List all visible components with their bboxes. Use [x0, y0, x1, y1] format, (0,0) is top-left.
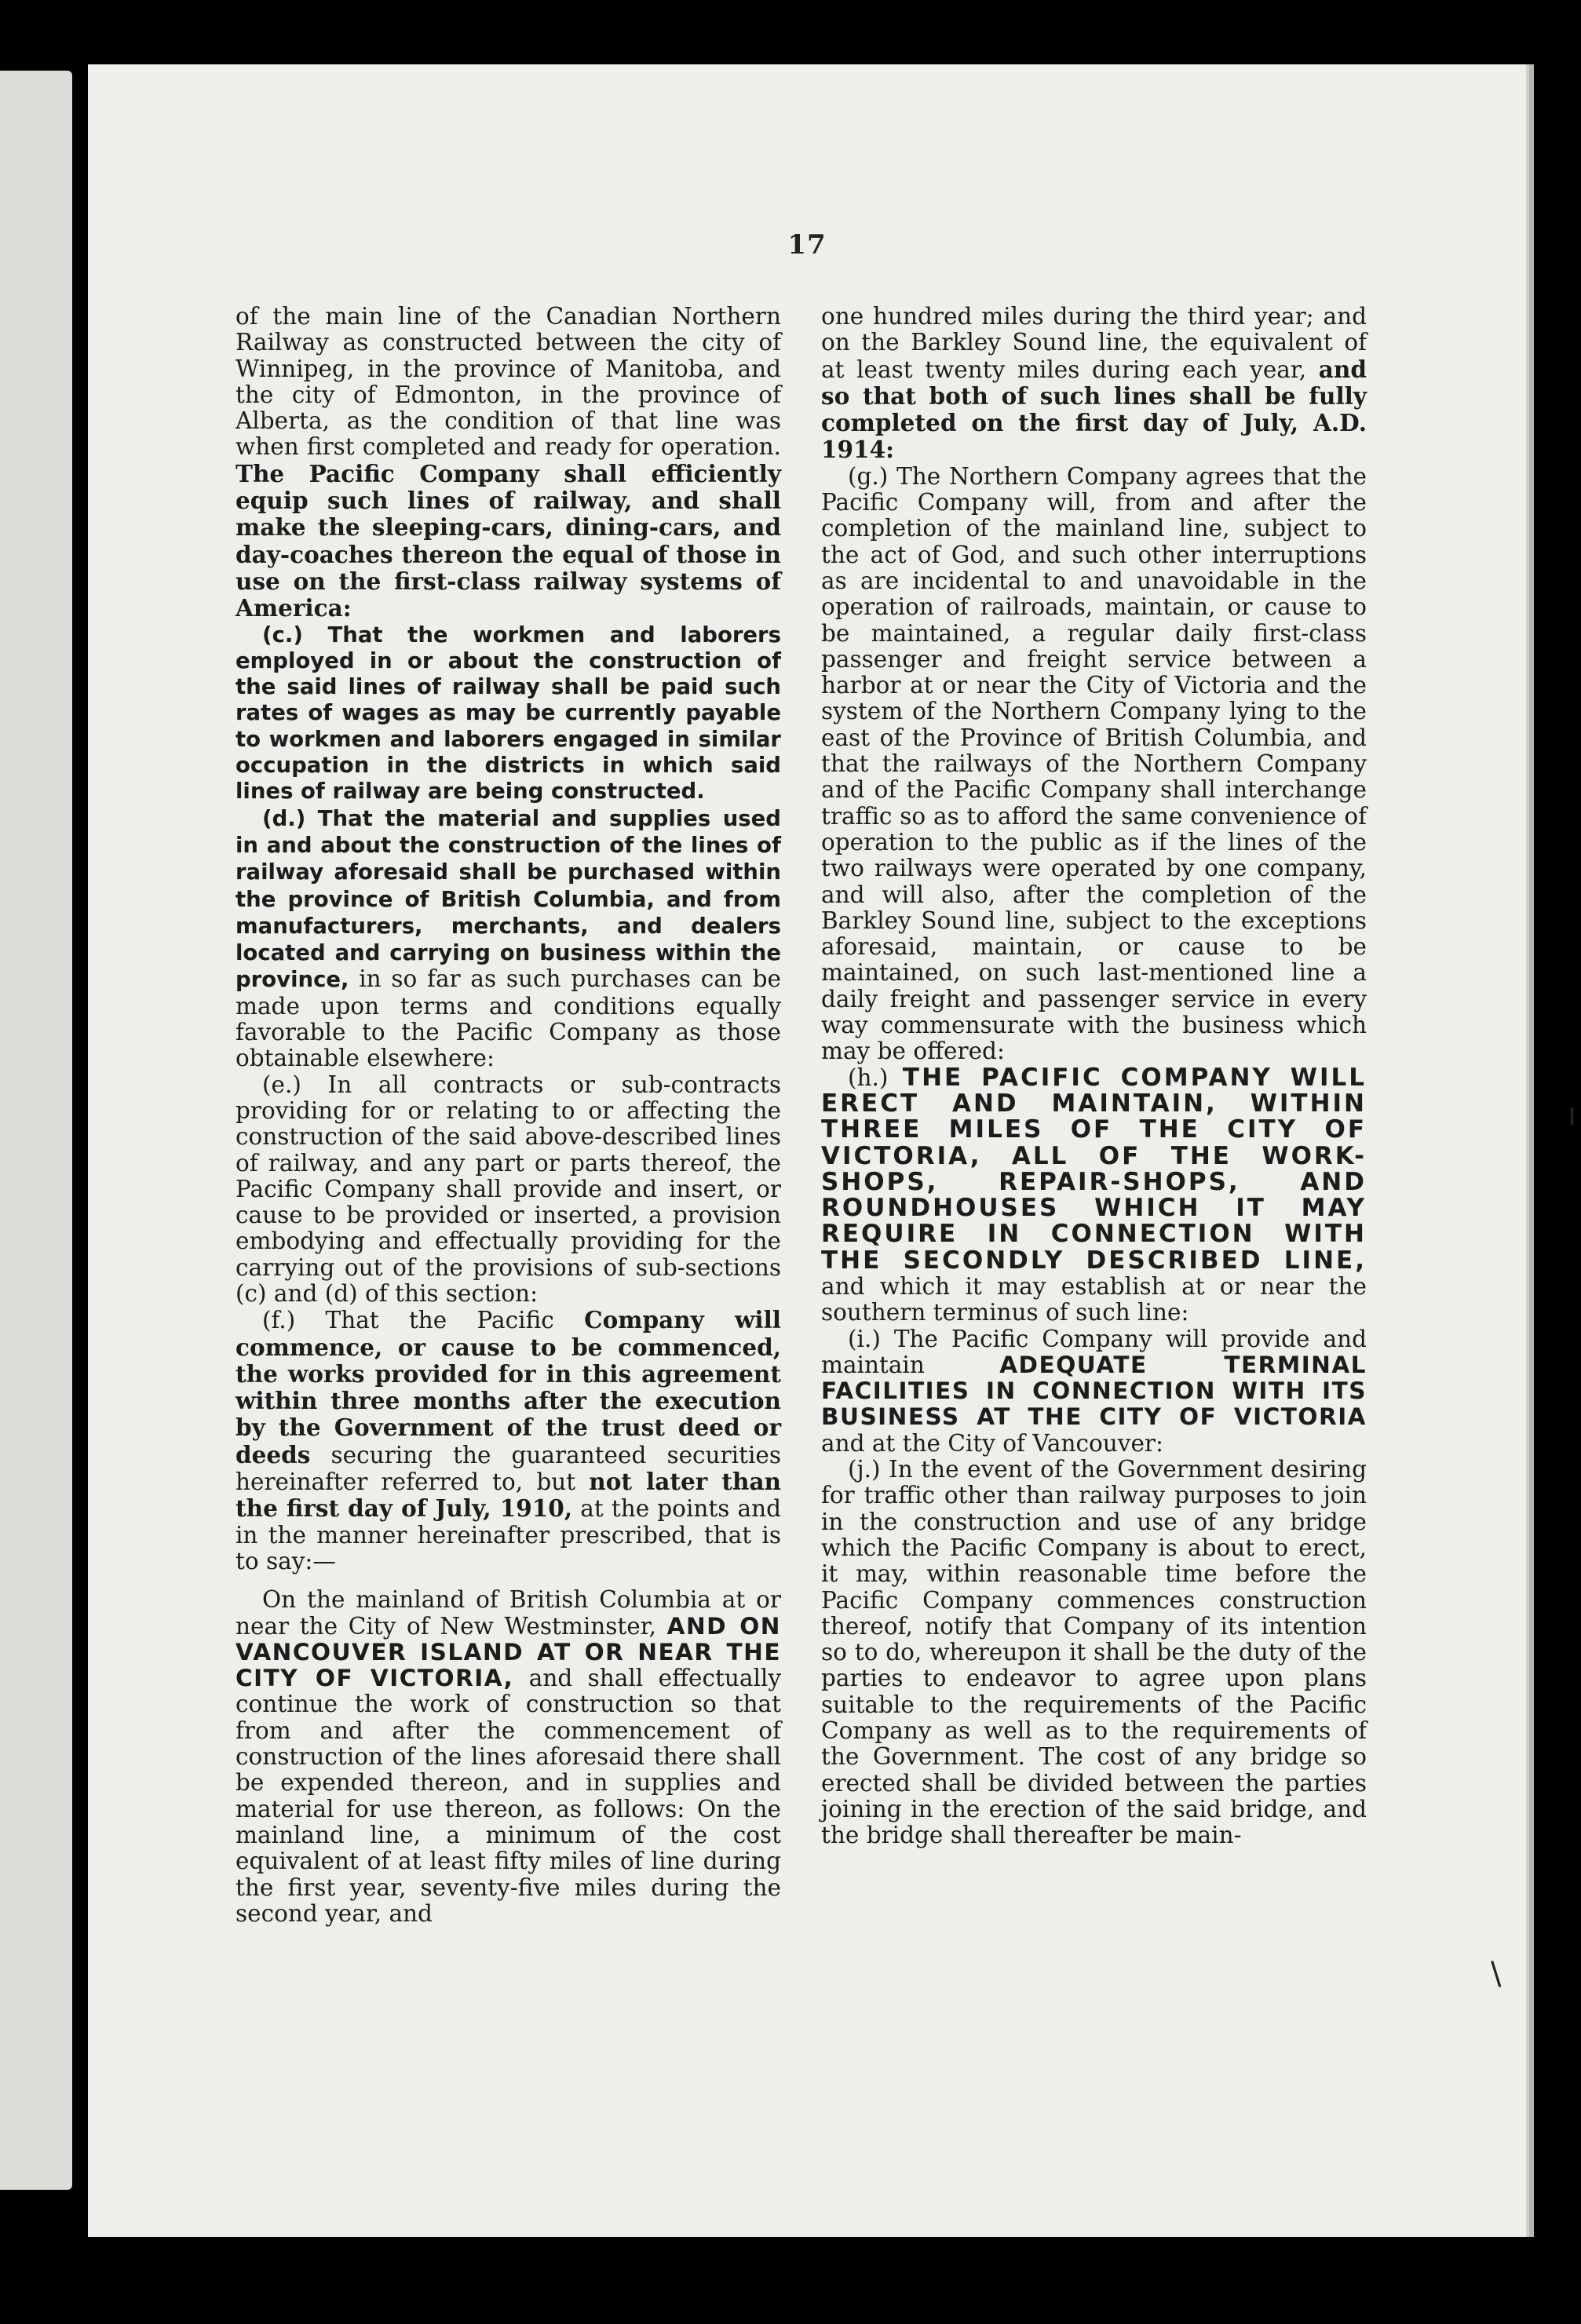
clause-i-start: (i.) The Pacific Company will provide and maintain	[821, 1325, 1367, 1378]
mainland-rest: and shall effectually continue the work of construction so that from and after the commencement of construction of the lines aforesaid there shall be expended thereon, and in supplies and material for use thereon, as follows: On the mainland line, a minimum of the cost equivalent of at least fifty miles of line during the first year, seventy-five miles during the second year, and	[236, 1665, 781, 1927]
paragraph-main-line	[236, 304, 781, 622]
vancouver-island-caps: AND ON VANCOUVER ISLAND AT OR NEAR THE CITY OF VICTORIA,	[236, 1612, 781, 1692]
main-line-text: of the main line of the Canadian Northern Railway as constructed between the city of Winnipeg, in the province of Manitoba, and the city of Edmonton, in the province of Alberta, as the condition of that line was when first completed and ready for operation.	[236, 303, 781, 461]
clause-j: (j.) In the event of the Government desiring for traffic other than railway purposes to join in the construction and use of any bridge which the Pacific Company is about to erect, it may, within reasonable time before the Pacific Company commences construction thereof, notify that Company of its intention so to do, whereupon it shall be the duty of the parties to endeavor to agree upon plans suitable to the requirements of the Pacific Company as well as to the requirements of the Government. The cost of any bridge so erected shall be divided between the parties joining in the erection of the said bridge, and the bridge shall thereafter be main-	[821, 1456, 1367, 1849]
completion-date-text: and so that both of such lines shall be fully completed on the first day of July, A.D. 1914:	[821, 355, 1367, 464]
margin-slash-mark: \	[1491, 1956, 1502, 1992]
clause-h-label: (h.)	[848, 1063, 889, 1091]
page-number: 17	[787, 229, 827, 261]
paragraph-third-year	[821, 304, 1367, 464]
clause-f-start: (f.) That the Pacific	[262, 1307, 554, 1334]
clause-h	[821, 1065, 1367, 1326]
clause-f-end: at the points and in the manner hereinafter prescribed, that is to say:—	[236, 1495, 781, 1574]
clause-d-rest: in so far as such purchases can be made upon terms and conditions equally favorable to the Pacific Company as those obtainable elsewhere:	[236, 965, 781, 1072]
margin-tick-mark: ı	[1568, 1096, 1577, 1133]
clause-f-middle: securing the guaranteed securities hereinafter referred to, but	[236, 1441, 781, 1496]
clause-h-caps: THE PACIFIC COMPANY WILL ERECT AND MAINTAIN, WITHIN THREE MILES OF THE CITY OF VICTORIA, ALL OF THE WORK-SHOPS, REPAIR-SHOPS, AND ROUNDHOUSES WHICH IT MAY REQUIRE IN CONNECTION WITH THE SECONDLY DESCRIBED LINE,	[821, 1063, 1367, 1275]
clause-c: (c.) That the workmen and laborers employed in or about the construction of the said lines of railway shall be paid such rates of wages as may be currently payable to workmen and laborers engaged in similar occupation in the districts in which said lines of railway are being constructed.	[236, 622, 781, 804]
third-year-text: one hundred miles during the third year; and on the Barkley Sound line, the equivalent of at least twenty miles during each year,	[821, 303, 1367, 383]
mainland-start: On the mainland of British Columbia at or near the City of New Westminster,	[236, 1586, 781, 1640]
clause-e: (e.) In all contracts or sub-contracts providing for or relating to or affecting the construction of the said above-described lines of railway, and any part or parts thereof, the Pacific Company shall provide and insert, or cause to be provided or inserted, a provision embodying and effectually providing for the carrying out of the provisions of sub-sections (c) and (d) of this section:	[236, 1071, 781, 1307]
clause-f-bold: Company will commence, or cause to be commenced, the works provided for in this agreement within three months after the execution by the Government of the trust deed or deeds	[236, 1306, 781, 1468]
left-text-column	[236, 304, 781, 1927]
right-text-column	[821, 304, 1367, 1849]
clause-f-date: not later than the first day of July, 1910,	[236, 1468, 782, 1523]
clause-d-bold: (d.) That the material and supplies used in and about the construction of the lines of railway aforesaid shall be purchased within the province of British Columbia, and from manufacturers, merchants, and dealers located and carrying on business within the province,	[236, 805, 781, 993]
clause-f	[236, 1307, 781, 1574]
clause-i-rest: and at the City of Vancouver:	[821, 1429, 1163, 1457]
facing-page-edge	[0, 71, 72, 2190]
clause-h-rest: and which it may establish at or near the southern terminus of such line:	[821, 1272, 1367, 1326]
paragraph-mainland	[236, 1587, 781, 1927]
clause-d	[236, 805, 781, 1072]
clause-g: (g.) The Northern Company agrees that the Pacific Company will, from and after the completion of the mainland line, subject to the act of God, and such other interruptions as are incidental to and unavoidable in the operation of railroads, maintain, or cause to be maintained, a regular daily first-class passenger and freight service between a harbor at or near the City of Victoria and the system of the Northern Company lying to the east of the Province of British Columbia, and that the railways of the Northern Company and of the Pacific Company shall interchange traffic so as to afford the same convenience of operation to the public as if the lines of the two railways were operated by one company, and will also, after the completion of the Barkley Sound line, subject to the exceptions aforesaid, maintain, or cause to be maintained, on such last-mentioned line a daily freight and passenger service in every way commensurate with the business which may be offered:	[821, 462, 1367, 1065]
equip-lines-text: The Pacific Company shall efficiently equip such lines of railway, and shall make the sleeping-cars, dining-cars, and day-coaches thereon the equal of those in use on the first-class railway systems of America:	[236, 459, 781, 622]
document-page	[88, 64, 1577, 2237]
clause-i-caps: ADEQUATE TERMINAL FACILITIES IN CONNECTION WITH ITS BUSINESS AT THE CITY OF VICTORIA	[821, 1351, 1367, 1431]
clause-i	[821, 1326, 1367, 1457]
